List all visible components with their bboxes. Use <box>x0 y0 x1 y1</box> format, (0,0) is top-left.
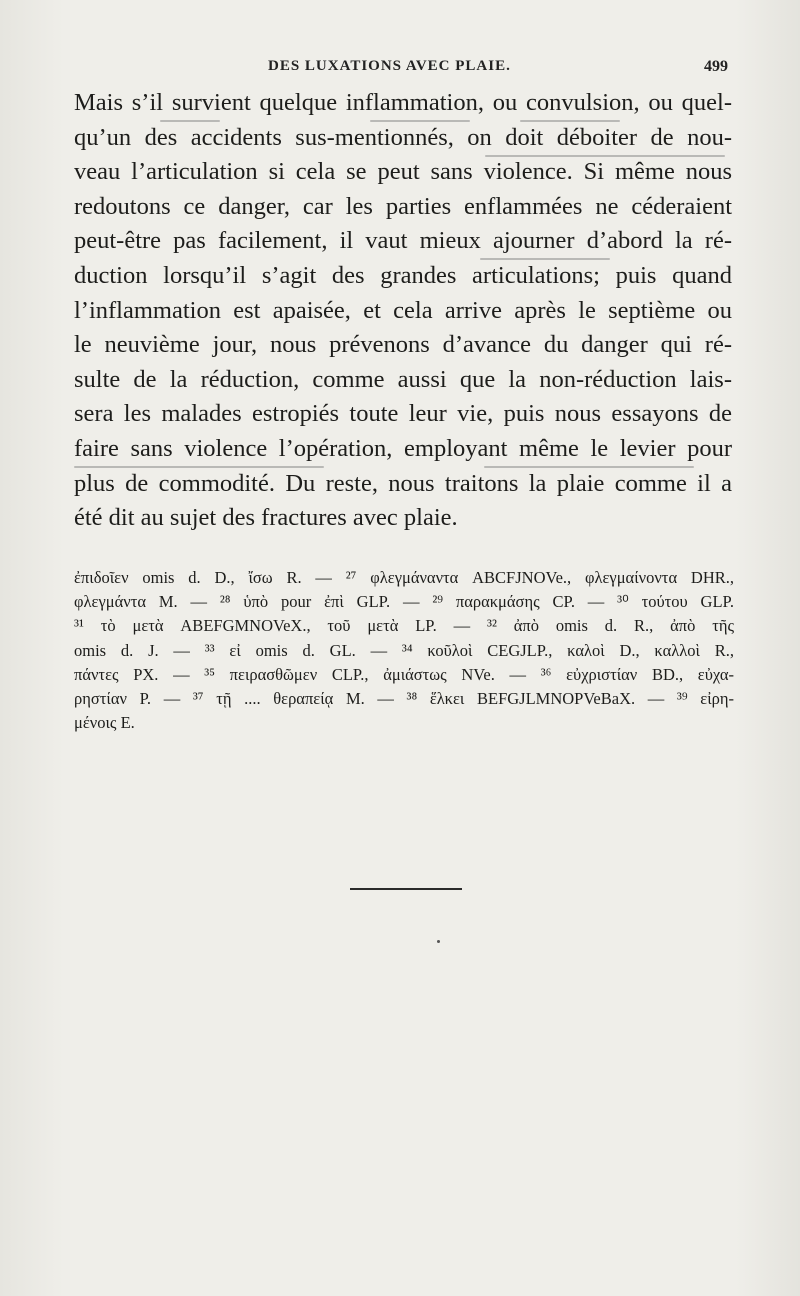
pencil-underline <box>370 120 470 122</box>
pencil-underline <box>484 466 694 468</box>
body-line: veau l’articulation si cela se peut sans violence. Si même nous <box>74 158 732 186</box>
main-paragraph <box>74 86 732 536</box>
paper-speck <box>437 940 440 943</box>
body-line: l’inflammation est apaisée, et cela arrive après le septième ou <box>74 296 732 324</box>
body-line: Mais s’il survient quelque inflammation, ou convulsion, ou quel- <box>74 89 732 116</box>
pencil-underline <box>160 120 220 122</box>
pencil-underline <box>485 155 725 157</box>
body-line: duction lorsqu’il s’agit des grandes articulations; puis quand <box>74 261 732 289</box>
note-line: μένοις E. <box>74 713 135 733</box>
body-line: sulte de la réduction, comme aussi que la non-réduction lais- <box>74 365 732 393</box>
pencil-underline <box>480 258 610 260</box>
pencil-underline <box>520 120 620 122</box>
body-line: le neuvième jour, nous prévenons d’avance du danger qui ré- <box>74 331 732 359</box>
pencil-underline <box>74 466 324 468</box>
body-line: été dit au sujet des fractures avec plaie. <box>74 504 458 532</box>
body-line: peut-être pas facilement, il vaut mieux ajourner d’abord la ré- <box>74 227 732 255</box>
end-rule <box>350 888 462 890</box>
body-line: qu’un des accidents sus-mentionnés, on doit déboiter de nou- <box>74 123 732 151</box>
note-line: πάντες PX. — ³⁵ πειρασθῶμεν CLP., ἀμιάστως NVe. — ³⁶ εὐχριστίαν BD., εὐχα- <box>74 664 734 684</box>
note-line: omis d. J. — ³³ εἰ omis d. GL. — ³⁴ κοῦλοὶ CEGJLP., καλοὶ D., καλλοὶ R., <box>74 640 734 660</box>
note-line: ἐπιδοῖεν omis d. D., ἴσω R. — ²⁷ φλεγμάναντα ABCFJNOVe., φλεγμαίνοντα DHR., <box>74 568 734 587</box>
body-line: faire sans violence l’opération, employant même le levier pour <box>74 434 732 462</box>
note-line: ³¹ τὸ μετὰ ABEFGMNOVeX., τοῦ μετὰ LP. — ³² ἀπὸ omis d. R., ἀπὸ τῆς <box>74 616 734 636</box>
running-head: DES LUXATIONS AVEC PLAIE. <box>268 58 511 74</box>
note-line: ρηστίαν P. — ³⁷ τῇ .... θεραπείᾳ M. — ³⁸ ἕλκει BEFGJLMNOPVeBaX. — ³⁹ εἰρη- <box>74 689 734 709</box>
body-line: plus de commodité. Du reste, nous traitons la plaie comme il a <box>74 469 732 497</box>
body-line: redoutons ce danger, car les parties enflammées ne céderaient <box>74 192 732 220</box>
footnotes <box>74 566 734 735</box>
note-line: φλεγμάντα M. — ²⁸ ὑπὸ pour ἐπὶ GLP. — ²⁹ παρακμάσης CP. — ³⁰ τούτου GLP. <box>74 592 734 612</box>
body-line: sera les malades estropiés toute leur vie, puis nous essayons de <box>74 400 732 428</box>
page-number: 499 <box>704 58 728 75</box>
